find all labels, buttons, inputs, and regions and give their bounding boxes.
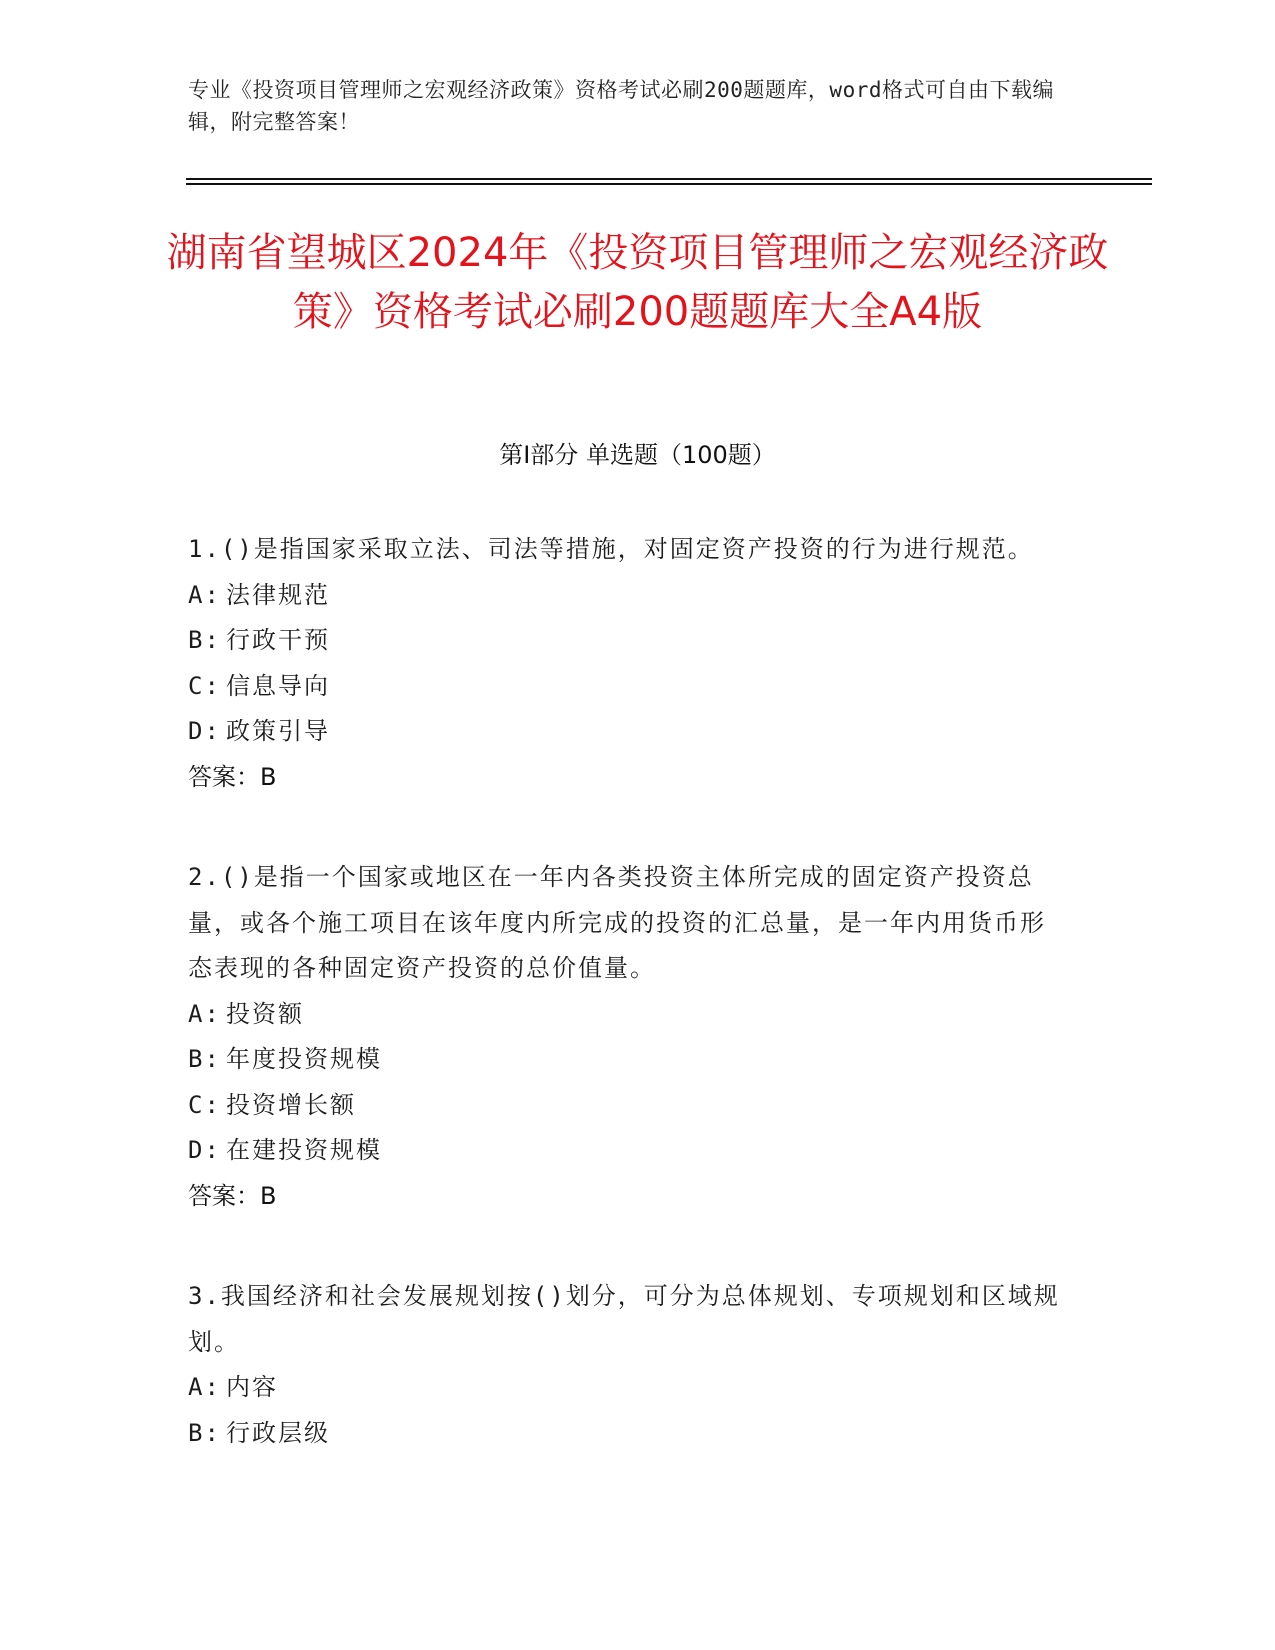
option-text: 政策引导: [226, 717, 330, 745]
option-text: 行政干预: [226, 626, 330, 654]
option-key: C:: [188, 671, 221, 700]
option-d: [188, 709, 1068, 755]
question-3: [188, 1274, 1068, 1456]
option-key: A:: [188, 999, 221, 1028]
answer-line: 答案：B: [188, 762, 277, 791]
option-text: 信息导向: [226, 671, 330, 700]
option-text: 年度投资规模: [226, 1045, 382, 1073]
header-divider-bottom: [186, 183, 1152, 185]
question-2: [188, 855, 1068, 1219]
question-stem: 3.我国经济和社会发展规划按()划分，可分为总体规划、专项规划和区域规划。: [188, 1282, 1060, 1356]
option-a: [188, 992, 1068, 1038]
question-list: [188, 527, 1068, 1456]
option-key: B:: [188, 1045, 221, 1073]
option-text: 行政层级: [226, 1418, 330, 1447]
option-a: [188, 1365, 1068, 1411]
option-c: [188, 1083, 1068, 1129]
option-b: [188, 618, 1068, 664]
answer-line: 答案：B: [188, 1181, 277, 1210]
option-key: D:: [188, 1136, 221, 1164]
option-c: [188, 664, 1068, 710]
option-b: [188, 1037, 1068, 1083]
option-text: 法律规范: [226, 580, 330, 609]
option-key: B:: [188, 1418, 221, 1447]
question-stem: 2.()是指一个国家或地区在一年内各类投资主体所完成的固定资产投资总量，或各个施工项目在该年度内所完成的投资的汇总量，是一年内用货币形态表现的各种固定资产投资的总价值量。: [188, 863, 1046, 982]
option-key: B:: [188, 626, 221, 654]
option-a: [188, 573, 1068, 619]
option-text: 内容: [226, 1373, 278, 1401]
option-b: [188, 1411, 1068, 1457]
option-key: A:: [188, 1373, 221, 1401]
option-key: A:: [188, 580, 221, 609]
document-title: 湖南省望城区2024年《投资项目管理师之宏观经济政策》资格考试必刷200题题库大全A4版: [166, 230, 1109, 335]
header-divider-top: [186, 178, 1152, 180]
question-stem: 1.()是指国家采取立法、司法等措施，对固定资产投资的行为进行规范。: [188, 535, 1034, 563]
option-text: 投资增长额: [226, 1090, 356, 1119]
option-d: [188, 1128, 1068, 1174]
header-note: 专业《投资项目管理师之宏观经济政策》资格考试必刷200题题库，word格式可自由下载编辑，附完整答案！: [188, 78, 1054, 134]
question-1: [188, 527, 1068, 800]
option-key: D:: [188, 717, 221, 745]
option-text: 投资额: [226, 999, 304, 1028]
option-text: 在建投资规模: [226, 1136, 382, 1164]
section-heading: 第I部分 单选题（100题）: [499, 441, 776, 469]
option-key: C:: [188, 1090, 221, 1119]
